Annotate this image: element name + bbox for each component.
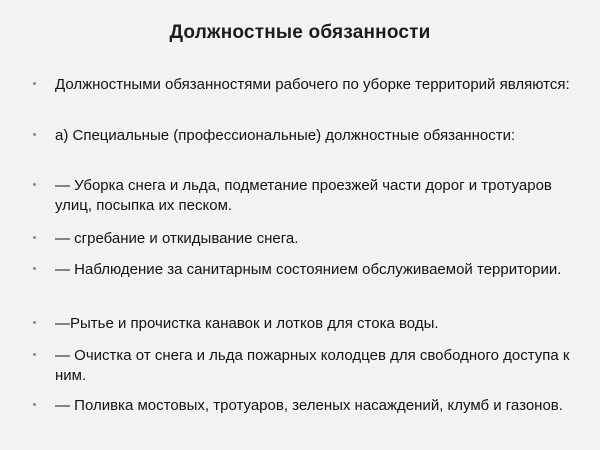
bullet-icon bbox=[33, 267, 36, 270]
bullet-icon bbox=[33, 133, 36, 136]
bullet-icon bbox=[33, 321, 36, 324]
list-item-text: — Наблюдение за санитарным состоянием обслуживаемой территории. bbox=[55, 261, 562, 278]
list-item-text: а) Специальные (профессиональные) должностные обязанности: bbox=[55, 127, 516, 144]
bullet-icon bbox=[33, 353, 36, 356]
list-item-text: — Поливка мостовых, тротуаров, зеленых насаждений, клумб и газонов. bbox=[55, 397, 563, 414]
list-item-text: — Очистка от снега и льда пожарных колодцев для свободного доступа к ним. bbox=[55, 347, 570, 384]
list-item-text: — Уборка снега и льда, подметание проезжей части дорог и тротуаров улиц, посыпка их песком. bbox=[55, 177, 552, 214]
slide-title: Должностные обязанности bbox=[169, 22, 431, 43]
bullet-icon bbox=[33, 82, 36, 85]
bullet-icon bbox=[33, 183, 36, 186]
list-item-text: Должностными обязанностями рабочего по уборке территорий являются: bbox=[55, 76, 570, 93]
bullet-icon bbox=[33, 403, 36, 406]
bullet-icon bbox=[33, 236, 36, 239]
list-item-text: —Рытье и прочистка канавок и лотков для стока воды. bbox=[55, 315, 439, 332]
list-item-text: — сгребание и откидывание снега. bbox=[55, 230, 299, 247]
